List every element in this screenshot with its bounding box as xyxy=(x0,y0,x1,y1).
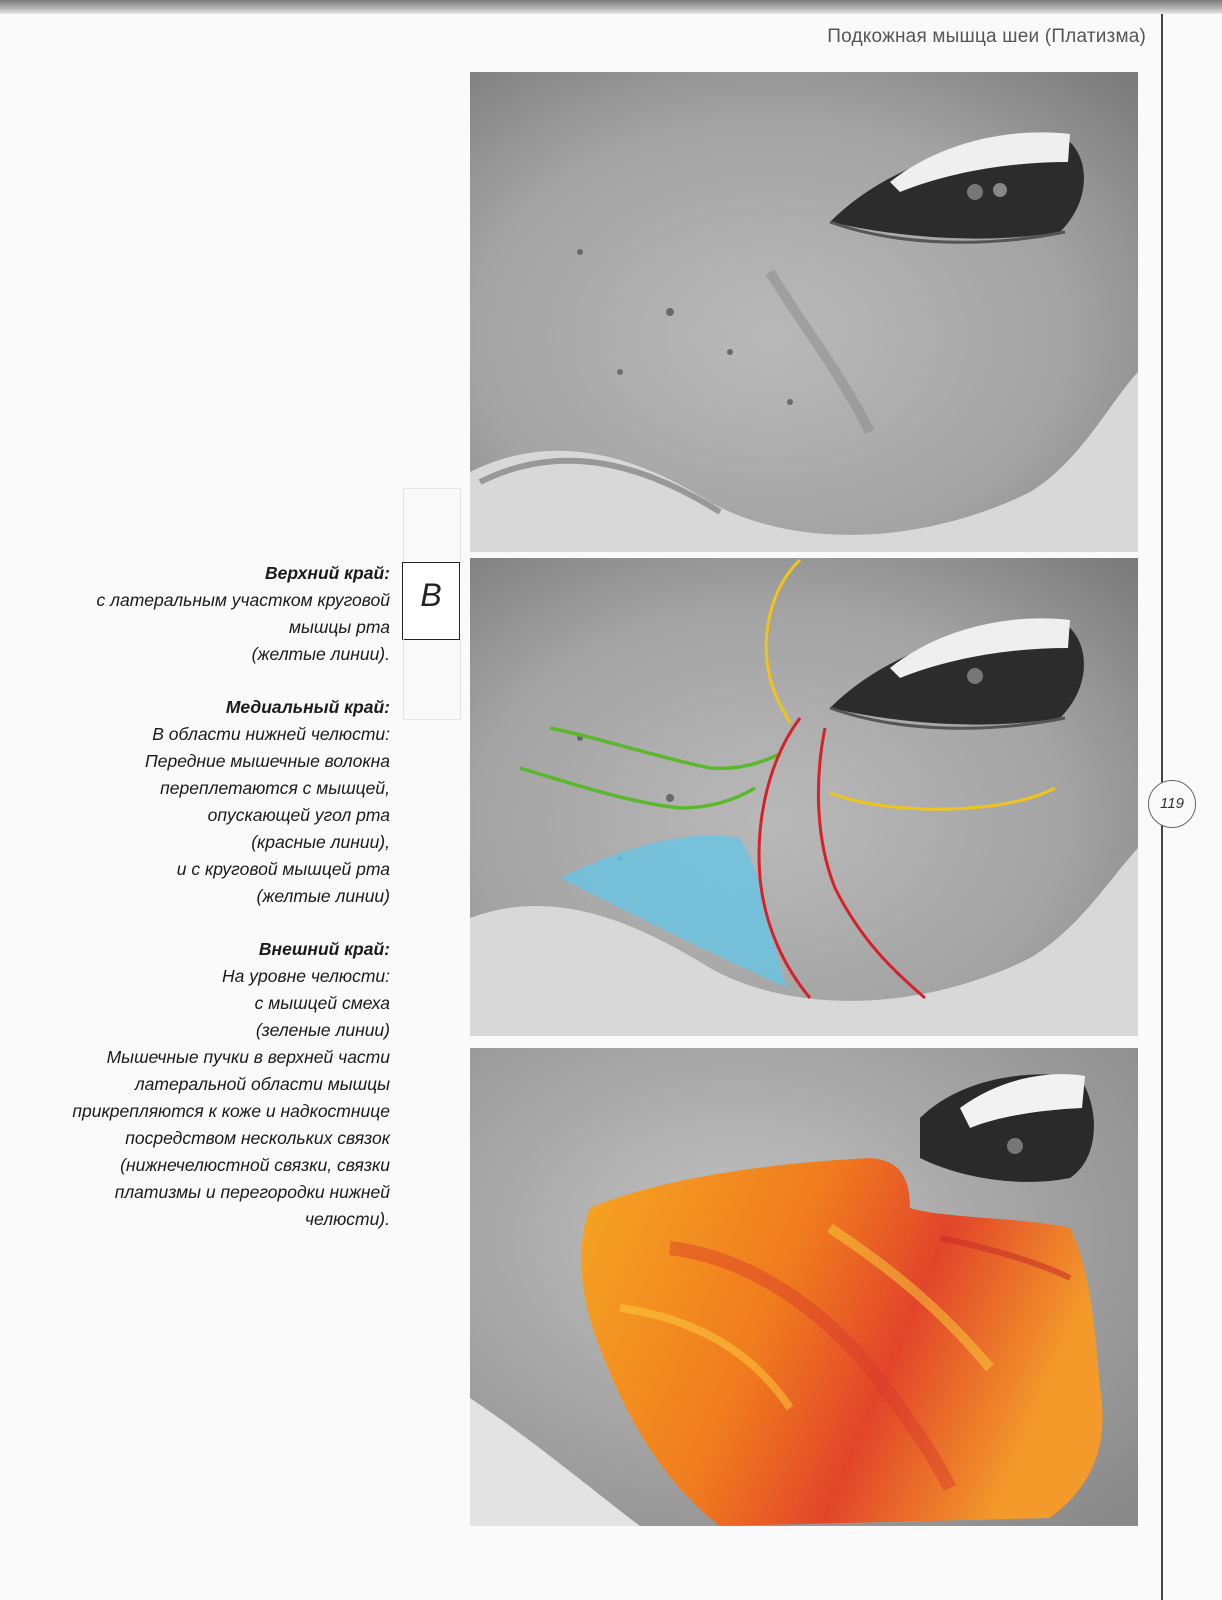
photo-face-top xyxy=(470,72,1138,552)
caption-line: (желтые линии) xyxy=(256,886,390,906)
caption-line: прикрепляются к коже и надкостнице xyxy=(72,1101,390,1121)
caption-outer-edge xyxy=(0,936,390,1233)
caption-line: (красные линии), xyxy=(251,832,390,852)
caption-line: (желтые линии). xyxy=(251,644,390,664)
caption-upper-edge xyxy=(0,560,390,668)
page-number: 119 xyxy=(1148,780,1196,828)
figure-caption xyxy=(0,560,390,1259)
running-head-title: Подкожная мышца шеи (Платизма) xyxy=(827,26,1146,47)
caption-line: (зеленые линии) xyxy=(255,1020,390,1040)
caption-line: челюсти). xyxy=(305,1209,390,1229)
figure-label: B xyxy=(402,562,460,640)
caption-line: (нижнечелюстной связки, связки xyxy=(120,1155,390,1175)
label-frame-bottom xyxy=(403,639,461,720)
caption-line: посредством нескольких связок xyxy=(125,1128,390,1148)
scan-top-edge xyxy=(0,0,1222,14)
caption-line: переплетаются с мышцей, xyxy=(160,778,390,798)
caption-line: латеральной области мышцы xyxy=(134,1074,390,1094)
caption-medial-edge xyxy=(0,694,390,910)
caption-line: и с круговой мышцей рта xyxy=(176,859,390,879)
caption-heading: Внешний край: xyxy=(258,939,390,959)
caption-line: В области нижней челюсти: xyxy=(152,724,390,744)
photo-face-annotated xyxy=(470,558,1138,1036)
caption-line: с мышцей смеха xyxy=(254,993,390,1013)
caption-line: платизмы и перегородки нижней xyxy=(114,1182,390,1202)
caption-line: мышцы рта xyxy=(289,617,390,637)
caption-line: с латеральным участком круговой xyxy=(96,590,390,610)
caption-heading: Верхний край: xyxy=(265,563,390,583)
caption-line: Передние мышечные волокна xyxy=(145,751,390,771)
label-frame-top xyxy=(403,488,461,563)
photo-dissection xyxy=(470,1048,1138,1526)
caption-line: На уровне челюсти: xyxy=(222,966,390,986)
caption-heading: Медиальный край: xyxy=(225,697,390,717)
caption-line: Мышечные пучки в верхней части xyxy=(106,1047,390,1067)
caption-line: опускающей угол рта xyxy=(207,805,390,825)
